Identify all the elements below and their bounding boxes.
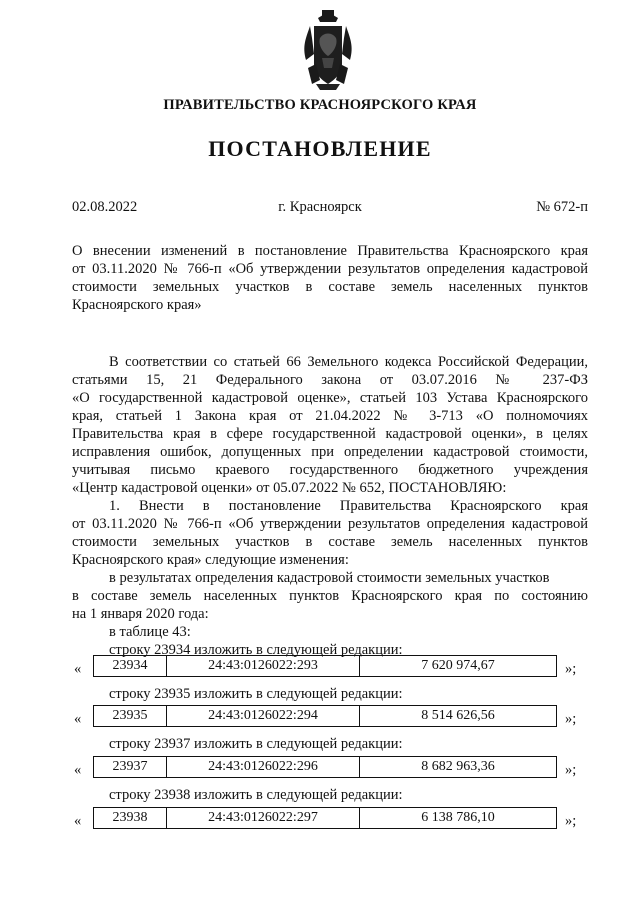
item-1-line: от 03.11.2020 № 766-п «Об утверждении результатов определения кадастровой bbox=[72, 516, 588, 532]
item-1-line: Красноярского края» следующие изменения: bbox=[72, 552, 349, 568]
cadastral-number-cell: 24:43:0126022:296 bbox=[167, 757, 360, 777]
quote-close: »; bbox=[565, 762, 577, 778]
table-intro: в таблице 43: bbox=[109, 624, 191, 640]
preamble-line: Правительства края в сфере государственной кадастровой оценки», в целях bbox=[72, 426, 588, 442]
amendment-table-row bbox=[93, 705, 557, 727]
results-line: в результатах определения кадастровой стоимости земельных участков bbox=[109, 570, 550, 586]
amendment-instruction: строку 23934 изложить в следующей редакции: bbox=[109, 642, 403, 658]
row-number-cell: 23934 bbox=[94, 656, 167, 676]
quote-close: »; bbox=[565, 661, 577, 677]
cadastral-value-cell: 7 620 974,67 bbox=[421, 658, 495, 673]
subject-line: от 03.11.2020 № 766-п «Об утверждении результатов определения кадастровой bbox=[72, 261, 588, 277]
row-number-cell: 23937 bbox=[94, 757, 167, 777]
quote-open: « bbox=[74, 813, 82, 829]
cadastral-number-cell: 24:43:0126022:294 bbox=[167, 706, 360, 726]
row-number-cell: 23935 bbox=[94, 706, 167, 726]
results-line: на 1 января 2020 года: bbox=[72, 606, 209, 622]
document-type-title: ПОСТАНОВЛЕНИЕ bbox=[208, 136, 432, 161]
amendment-instruction: строку 23935 изложить в следующей редакции: bbox=[109, 686, 403, 702]
preamble-line: «Центр кадастровой оценки» от 05.07.2022 № 652, ПОСТАНОВЛЯЮ: bbox=[72, 480, 507, 496]
amendment-table-row bbox=[93, 655, 557, 677]
quote-open: « bbox=[74, 762, 82, 778]
document-city: г. Красноярск bbox=[278, 199, 362, 215]
amendment-table-row bbox=[93, 807, 557, 829]
preamble-line: исправления ошибок, допущенных при определении кадастровой стоимости, bbox=[72, 444, 588, 460]
amendment-instruction: строку 23937 изложить в следующей редакции: bbox=[109, 736, 403, 752]
preamble-line: края, статьей 1 Закона края от 21.04.2022 № 3-713 «О полномочиях bbox=[72, 408, 588, 424]
amendment-instruction: строку 23938 изложить в следующей редакции: bbox=[109, 787, 403, 803]
row-number-cell: 23938 bbox=[94, 808, 167, 828]
cadastral-number-cell: 24:43:0126022:297 bbox=[167, 808, 360, 828]
amendment-table-row bbox=[93, 756, 557, 778]
item-1-line: 1. Внести в постановление Правительства Красноярского края bbox=[109, 498, 588, 514]
quote-open: « bbox=[74, 711, 82, 727]
quote-close: »; bbox=[565, 813, 577, 829]
preamble-line: статьями 15, 21 Федерального закона от 03.07.2016 № 237-ФЗ bbox=[72, 372, 588, 388]
preamble-line: В соответствии со статьей 66 Земельного кодекса Российской Федерации, bbox=[109, 354, 588, 370]
document-date: 02.08.2022 bbox=[72, 199, 138, 215]
quote-open: « bbox=[74, 661, 82, 677]
subject-line: стоимости земельных участков в составе земель населенных пунктов bbox=[72, 279, 588, 295]
cadastral-value-cell: 8 514 626,56 bbox=[421, 708, 495, 723]
subject-line: Красноярского края» bbox=[72, 297, 202, 313]
cadastral-value-cell: 6 138 786,10 bbox=[421, 810, 495, 825]
subject-line: О внесении изменений в постановление Правительства Красноярского края bbox=[72, 243, 588, 259]
cadastral-number-cell: 24:43:0126022:293 bbox=[167, 656, 360, 676]
cadastral-value-cell: 8 682 963,36 bbox=[421, 759, 495, 774]
government-name: ПРАВИТЕЛЬСТВО КРАСНОЯРСКОГО КРАЯ bbox=[163, 97, 477, 113]
preamble-line: учитывая письмо краевого государственного бюджетного учреждения bbox=[72, 462, 588, 478]
preamble-line: «О государственной кадастровой оценке», статьей 103 Устава Красноярского bbox=[72, 390, 588, 406]
document-number: № 672-п bbox=[536, 199, 588, 215]
item-1-line: стоимости земельных участков в составе земель населенных пунктов bbox=[72, 534, 588, 550]
results-line: в составе земель населенных пунктов Красноярского края по состоянию bbox=[72, 588, 588, 604]
coat-of-arms-emblem bbox=[296, 8, 360, 92]
quote-close: »; bbox=[565, 711, 577, 727]
